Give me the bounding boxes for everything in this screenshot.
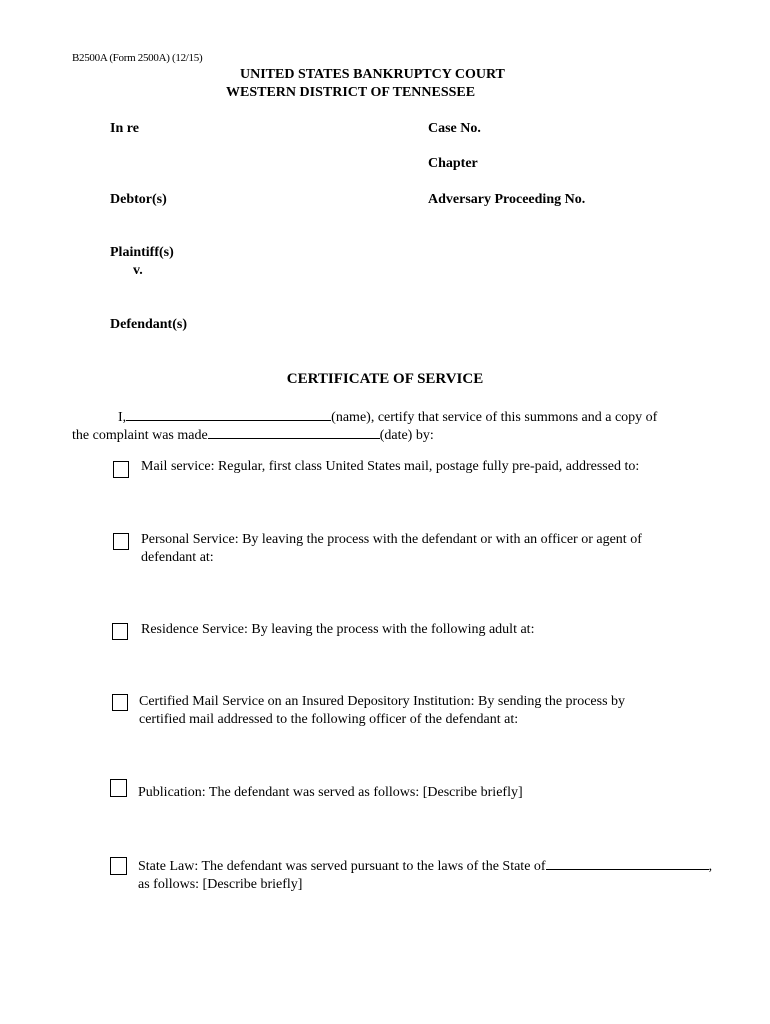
publication-label — [138, 784, 523, 802]
date-suffix-text: (date) by: — [379, 428, 434, 443]
residence-service-label — [141, 621, 534, 639]
case-number-label: Case No. — [428, 121, 481, 136]
state-law-label — [138, 856, 712, 894]
certification-prefix: I, — [118, 410, 127, 425]
state-law-checkbox[interactable] — [110, 857, 127, 875]
plaintiffs-label: Plaintiff(s) — [110, 245, 174, 260]
mail-service-label — [141, 458, 639, 476]
certification-line-1 — [118, 407, 657, 426]
court-district: WESTERN DISTRICT OF TENNESSEE — [226, 85, 476, 100]
certification-line-2 — [72, 425, 434, 444]
name-field[interactable] — [126, 407, 331, 421]
personal-service-text-line-1: Personal Service: By leaving the process with the defendant or with an officer or agent of — [141, 532, 642, 547]
versus-label: v. — [133, 263, 143, 278]
residence-service-text: Residence Service: By leaving the process with the following adult at: — [141, 622, 535, 637]
personal-service-checkbox[interactable] — [113, 533, 129, 550]
personal-service-text-line-2: defendant at: — [141, 550, 214, 565]
personal-service-label — [141, 531, 642, 567]
certification-name-suffix: (name), certify that service of this summons and a copy of — [331, 410, 658, 425]
mail-service-text: Mail service: Regular, first class United States mail, postage fully pre-paid, addressed to: — [141, 459, 640, 474]
mail-service-checkbox[interactable] — [113, 461, 129, 478]
state-field[interactable] — [546, 856, 709, 870]
defendants-label: Defendant(s) — [110, 317, 187, 332]
adversary-proceeding-label: Adversary Proceeding No. — [428, 192, 586, 207]
state-law-text-line-2: as follows: [Describe briefly] — [138, 877, 303, 892]
certified-mail-checkbox[interactable] — [112, 694, 128, 711]
state-law-text: State Law: The defendant was served pursuant to the laws of the State of — [138, 859, 546, 874]
form-identifier: B2500A (Form 2500A) (12/15) — [72, 52, 203, 64]
state-law-comma: , — [708, 859, 713, 874]
complaint-made-text: the complaint was made — [72, 428, 208, 443]
chapter-label: Chapter — [428, 156, 478, 171]
certified-mail-text-line-1: Certified Mail Service on an Insured Depository Institution: By sending the process by — [139, 694, 626, 709]
court-name: UNITED STATES BANKRUPTCY COURT — [240, 67, 505, 82]
residence-service-checkbox[interactable] — [112, 623, 128, 640]
debtors-label: Debtor(s) — [110, 192, 167, 207]
certificate-title: CERTIFICATE OF SERVICE — [286, 371, 484, 387]
date-field[interactable] — [208, 425, 380, 439]
certified-mail-text-line-2: certified mail addressed to the following officer of the defendant at: — [139, 712, 519, 727]
state-law-text-line-1 — [138, 856, 712, 876]
publication-text: Publication: The defendant was served as follows: [Describe briefly] — [138, 785, 523, 800]
in-re-label: In re — [110, 121, 139, 136]
publication-checkbox[interactable] — [110, 779, 127, 797]
certified-mail-label — [139, 693, 625, 729]
